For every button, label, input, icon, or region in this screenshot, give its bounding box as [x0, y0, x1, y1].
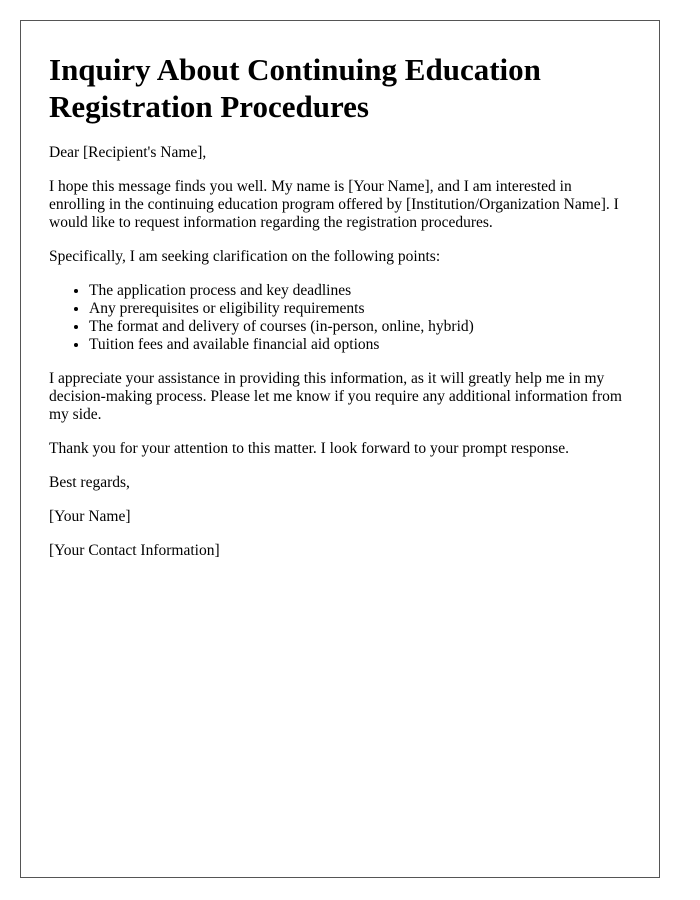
- points-list: [49, 282, 631, 354]
- signature-contact: [Your Contact Information]: [49, 542, 220, 559]
- paragraph-thanks: Thank you for your attention to this matter. I look forward to your prompt response.: [49, 440, 570, 457]
- signature-name: [Your Name]: [49, 508, 131, 525]
- list-item: • Any prerequisites or eligibility requirements: [89, 300, 631, 318]
- paragraph-appreciation: I appreciate your assistance in providing this information, as it will greatly help me in my decision-making process. Please let me know if you require any additional information from my side.: [49, 370, 622, 423]
- paragraph-intro: I hope this message finds you well. My name is [Your Name], and I am interested in enrolling in the continuing education program offered by [Institution/Organization Name]. I would like to request information regarding the registration procedures.: [49, 178, 619, 231]
- list-item: • The application process and key deadlines: [89, 282, 631, 300]
- letter-title: Inquiry About Continuing Education Registration Procedures: [49, 52, 541, 124]
- list-item: • Tuition fees and available financial aid options: [89, 336, 631, 354]
- salutation: Dear [Recipient's Name],: [49, 144, 207, 161]
- letter-body: [49, 144, 631, 560]
- list-item: • The format and delivery of courses (in-person, online, hybrid): [89, 318, 631, 336]
- paragraph-points-lead: Specifically, I am seeking clarification on the following points:: [49, 248, 441, 265]
- closing: Best regards,: [49, 474, 130, 491]
- letter-page: [20, 20, 660, 878]
